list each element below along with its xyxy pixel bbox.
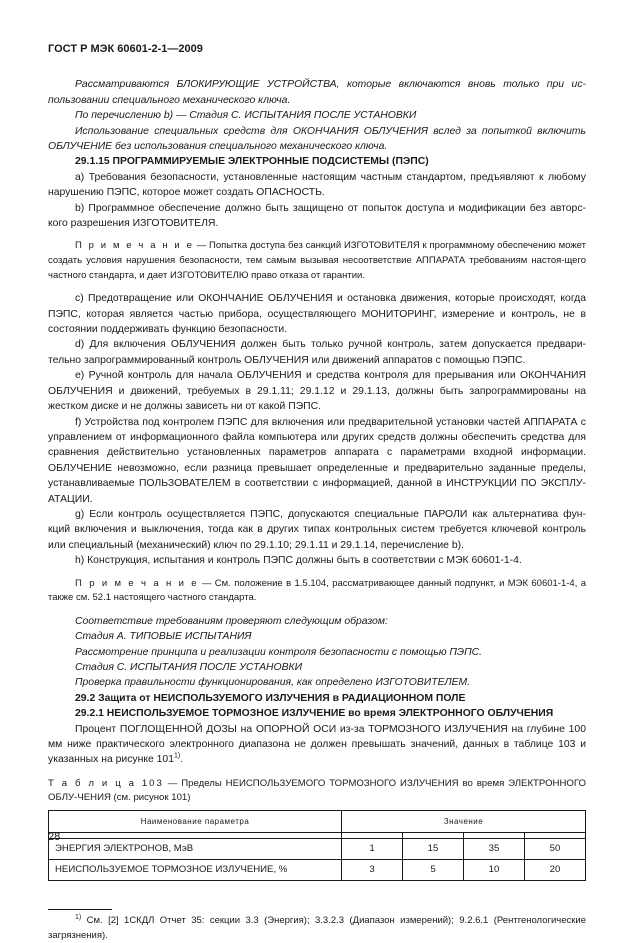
paragraph-interlocks: Рассматриваются БЛОКИРУЮЩИЕ УСТРОЙСТВА, которые включаются вновь только при ис-пользовании специального механического ключа.	[48, 79, 586, 106]
table-cell: 1	[342, 839, 403, 860]
footnote-mark: 1)	[75, 913, 82, 921]
table-cell: 50	[525, 839, 586, 860]
item-h: h) Конструкция, испытания и контроль ПЭПС должны быть в соответствии с МЭК 60601-1-4.	[75, 555, 522, 567]
item-a: а) Требования безопасности, установленные настоящим частным стандартом, предъявляют к любому нарушению ПЭПС, которое может создать ОПАСНОСТЬ.	[48, 171, 586, 199]
note-2	[48, 577, 586, 606]
item-f: f) Устройства под контролем ПЭПС для включения или предварительной установки частей АППАРАТА с управлением от информационного файла компьютера или других средств должны обеспечить средства для сравнения действительно установленных параметров аппарата с параметрами входной информации. ОБЛУЧЕНИЕ невозможно, если разница превышает определенные и предварительно заданные пределы, устанавливаемые ПОЛЬЗОВАТЕЛЕМ в соответствии с информацией, данной в ИНСТРУКЦИИ ПО ЭКСПЛУ-АТАЦИИ.	[48, 416, 586, 505]
table-caption-label: Т а б л и ц а 103	[48, 777, 164, 789]
item-c: с) Предотвращение или ОКОНЧАНИЕ ОБЛУЧЕНИЯ и остановка движения, которые происходят, когда ПЭПС, которая является частью прибора, осуществляющего МОНИТОРИНГ, измерение и контроль, не в состоянии поддерживать функцию безопасности.	[48, 293, 586, 336]
item-g: g) Если контроль осуществляется ПЭПС, допускаются специальные ПАРОЛИ как альтернатива фун-кций включения и выключения, тогда как в других типах контрольных систем требуется ключевой контроль или специальный (механический) ключ по 29.1.10; 29.1.11 и 29.1.14, перечисление b).	[48, 508, 586, 551]
paragraph-absorbed-dose-end: .	[180, 754, 184, 766]
table-cell: 35	[464, 839, 525, 860]
compliance-intro: Соответствие требованиям проверяют следующим образом:	[75, 615, 388, 627]
footnote-divider	[48, 909, 112, 910]
table-header-param: Наименование параметра	[49, 811, 342, 833]
compliance-stage-c: Стадия С. ИСПЫТАНИЯ ПОСЛЕ УСТАНОВКИ	[75, 661, 303, 673]
document-header: ГОСТ Р МЭК 60601-2-1—2009	[48, 43, 203, 55]
footnote	[48, 914, 586, 943]
table-row-label: НЕИСПОЛЬЗУЕМОЕ ТОРМОЗНОЕ ИЗЛУЧЕНИЕ, %	[49, 860, 342, 881]
table-header-row	[49, 811, 586, 833]
page-number: 28	[48, 831, 61, 843]
note-2-text: — См. положение в 1.5.104, рассматривающее данный подпункт, и МЭК 60601-1-4, а также см. 52.1 настоящего частного стандарта.	[48, 577, 586, 604]
footnote-text: См. [2] 1СКДЛ Отчет 35: секции 3.3 (Энергия); 3.3.2.3 (Диапазон измерений); 9.2.6.1 (Рентгенологические загрязнения).	[48, 915, 586, 941]
compliance-review: Рассмотрение принципа и реализации контроля безопасности с помощью ПЭПС.	[75, 646, 483, 658]
paragraph-stage-c: По перечислению b) — Стадия С. ИСПЫТАНИЯ ПОСЛЕ УСТАНОВКИ	[75, 110, 417, 122]
table-cell: 10	[464, 860, 525, 881]
table-caption	[48, 777, 586, 806]
footnote-reference: 1)	[173, 752, 181, 760]
note-1-text: — Попытка доступа без санкций ИЗГОТОВИТЕЛЯ к программному обеспечению может создать условия нарушения безопасности, тем самым вызывая несоответствие АППАРАТА требованиям настоя-щего частного стандарта, и дает ИЗГОТОВИТЕЛЮ право отказа от гарантии.	[48, 240, 586, 281]
section-heading-29-2: 29.2 Защита от НЕИСПОЛЬЗУЕМОГО ИЗЛУЧЕНИЯ в РАДИАЦИОННОМ ПОЛЕ	[75, 692, 466, 704]
compliance-check: Проверка правильности функционирования, как определено ИЗГОТОВИТЕЛЕМ.	[75, 677, 471, 689]
table-cell: 3	[342, 860, 403, 881]
table-row	[49, 860, 586, 881]
table-caption-text: — Пределы НЕИСПОЛЬЗУЕМОГО ТОРМОЗНОГО ИЗЛУЧЕНИЯ во время ЭЛЕКТРОННОГО ОБЛУ-ЧЕНИЯ (см. рисунок 101)	[48, 777, 586, 804]
table-row-label: ЭНЕРГИЯ ЭЛЕКТРОНОВ, МэВ	[49, 839, 342, 860]
table-row	[49, 839, 586, 860]
item-d: d) Для включения ОБЛУЧЕНИЯ должен быть только ручной контроль, затем допускается предвари-тельно запрограммированный контроль ОБЛУЧЕНИЯ или движений аппаратов с помощью ПЭПС.	[48, 339, 586, 366]
note-1	[48, 239, 586, 283]
table-cell: 5	[403, 860, 464, 881]
note-2-label: П р и м е ч а н и е	[75, 577, 199, 589]
compliance-stage-a: Стадия А. ТИПОВЫЕ ИСПЫТАНИЯ	[75, 631, 252, 643]
section-heading-29-2-1: 29.2.1 НЕИСПОЛЬЗУЕМОЕ ТОРМОЗНОЕ ИЗЛУЧЕНИЕ во время ЭЛЕКТРОННОГО ОБЛУЧЕНИЯ	[75, 708, 554, 720]
paragraph-special-means: Использование специальных средств для ОКОНЧАНИЯ ОБЛУЧЕНИЯ вслед за попыткой включить ОБЛУЧЕНИЕ без использования специального механического ключа.	[48, 125, 586, 153]
table-header-value: Значение	[342, 811, 586, 833]
paragraph-absorbed-dose	[48, 722, 586, 768]
item-e: е) Ручной контроль для начала ОБЛУЧЕНИЯ и средства контроля для прерывания или ОКОНЧАНИЯ ОБЛУЧЕНИЯ и движений, требуемых в 29.1.11; 29.1.12 и 29.1.13, должны быть запрограммированы на жестком диске и не должны зависеть ни от какой ПЭПС.	[48, 370, 586, 413]
section-heading-29-1-15: 29.1.15 ПРОГРАММИРУЕМЫЕ ЭЛЕКТРОННЫЕ ПОДСИСТЕМЫ (ПЭПС)	[75, 156, 429, 168]
table-cell: 20	[525, 860, 586, 881]
table-103	[48, 810, 586, 881]
note-1-label: П р и м е ч а н и е	[75, 240, 194, 252]
table-cell: 15	[403, 839, 464, 860]
item-b: b) Программное обеспечение должно быть защищено от попыток доступа и модификации без авторс-кого разрешения ИЗГОТОВИТЕЛЯ.	[48, 202, 586, 230]
paragraph-absorbed-dose-text: Процент ПОГЛОЩЕННОЙ ДОЗЫ на ОПОРНОЙ ОСИ из-за ТОРМОЗНОГО ИЗЛУЧЕНИЯ на глубине 100 мм ниже практического электронного диапазона не должен превышать значений, данных в таблице 103 и указанных на рисунке 101	[48, 723, 586, 766]
